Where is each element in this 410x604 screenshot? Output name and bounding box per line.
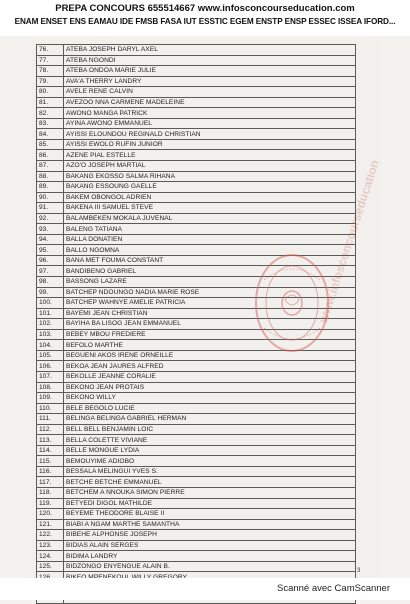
row-number: 123. (37, 540, 64, 551)
row-number: 83. (37, 118, 64, 129)
table-row (37, 466, 356, 477)
candidate-name: AYISSI ELOUNDOU REGINALD CHRISTIAN (64, 129, 356, 140)
candidate-name: BEKONO WILLY (64, 393, 356, 404)
candidate-name: BIDIMA LANDRY (64, 551, 356, 562)
row-number: 103. (37, 329, 64, 340)
table-row (37, 424, 356, 435)
table-row (37, 414, 356, 425)
candidate-name: BELLE MONGUE LYDIA (64, 445, 356, 456)
table-row (37, 435, 356, 446)
table-row (37, 45, 356, 56)
candidate-name: BAYIHA BA LISOG JEAN EMMANUEL (64, 319, 356, 330)
candidate-name: BALENG TATIANA (64, 224, 356, 235)
row-number: 117. (37, 477, 64, 488)
candidate-name: BAKENA III SAMUEL STEVE (64, 203, 356, 214)
table-row (37, 66, 356, 77)
candidate-name: BAKANG ESSOUNG GAELLE (64, 182, 356, 193)
table-row (37, 487, 356, 498)
table-row (37, 456, 356, 467)
row-number: 109. (37, 393, 64, 404)
candidate-name: BEBEY MBOU FREDIERE (64, 329, 356, 340)
row-number: 76. (37, 45, 64, 56)
table-row (37, 498, 356, 509)
row-number: 77. (37, 55, 64, 66)
footer-bar (0, 578, 410, 600)
candidate-name: BETYEDI DIGOL MATHILDE (64, 498, 356, 509)
table-row (37, 509, 356, 520)
row-number: 86. (37, 150, 64, 161)
row-number: 87. (37, 161, 64, 172)
table-row (37, 161, 356, 172)
candidate-name: AYISSI EWOLO RUFIN JUNIOR (64, 139, 356, 150)
table-row (37, 361, 356, 372)
table-row (37, 329, 356, 340)
candidate-name: ATEBA JOSEPH DARYL AXEL (64, 45, 356, 56)
candidate-name: BALLA DONATIEN (64, 234, 356, 245)
candidate-name: BETCHEM A NNOUKA SIMON PIERRE (64, 487, 356, 498)
row-number: 112. (37, 424, 64, 435)
table-row (37, 561, 356, 572)
candidate-name: BAKANG EKOSSO SALMA RIHANA (64, 171, 356, 182)
row-number: 93. (37, 224, 64, 235)
table-row (37, 519, 356, 530)
candidate-name: AYINA AWONO EMMANUEL (64, 118, 356, 129)
row-number: 124. (37, 551, 64, 562)
candidate-name: AZENE PIAL ESTELLE (64, 150, 356, 161)
row-number: 106. (37, 361, 64, 372)
table-row (37, 319, 356, 330)
candidate-name: BEFOLO MARTHE (64, 340, 356, 351)
table-row (37, 182, 356, 193)
table-row (37, 371, 356, 382)
table-row (37, 87, 356, 98)
candidate-name: BATCHEP NDOUNGO NADIA MARIE ROSE (64, 287, 356, 298)
row-number: 111. (37, 414, 64, 425)
page-number: 3 (357, 568, 361, 574)
table-row (37, 108, 356, 119)
row-number: 88. (37, 171, 64, 182)
table-row (37, 245, 356, 256)
row-number: 90. (37, 192, 64, 203)
row-number: 95. (37, 245, 64, 256)
row-number: 92. (37, 213, 64, 224)
row-number: 79. (37, 76, 64, 87)
row-number: 81. (37, 97, 64, 108)
candidate-name: AVEZOO NNA CARMENE MADELEINE (64, 97, 356, 108)
row-number: 89. (37, 182, 64, 193)
row-number: 96. (37, 255, 64, 266)
row-number: 125. (37, 561, 64, 572)
candidate-name: BEKOA JEAN JAURES ALFRED (64, 361, 356, 372)
row-number: 97. (37, 266, 64, 277)
candidate-name: BANDIBENO GABRIEL (64, 266, 356, 277)
row-number: 118. (37, 487, 64, 498)
table-row (37, 540, 356, 551)
row-number: 100. (37, 298, 64, 309)
candidate-name: BALLO NGOMNA (64, 245, 356, 256)
header-line-2: ENAM ENSET ENS EAMAU IDE FMSB FASA IUT ESSTIC EGEM ENSTP ENSP ESSEC ISSEA IFORD... (14, 17, 396, 26)
candidate-name: BEMOUYIME ADIOBO (64, 456, 356, 467)
table-row (37, 192, 356, 203)
table-row (37, 224, 356, 235)
candidate-name: AZO'O JOSEPH MARTIAL (64, 161, 356, 172)
candidate-name: ATEBA ONDOA MARIE JULIE (64, 66, 356, 77)
table-row (37, 266, 356, 277)
row-number: 105. (37, 350, 64, 361)
row-number: 114. (37, 445, 64, 456)
row-number: 119. (37, 498, 64, 509)
row-number: 84. (37, 129, 64, 140)
row-number: 94. (37, 234, 64, 245)
table-row (37, 171, 356, 182)
table-row (37, 76, 356, 87)
candidate-name: AVELE RENE CALVIN (64, 87, 356, 98)
candidate-name: AWONO MANGA PATRICK (64, 108, 356, 119)
table-row (37, 298, 356, 309)
candidate-name: BELINGA BELINGA GABRIEL HERMAN (64, 414, 356, 425)
row-number: 115. (37, 456, 64, 467)
table-row (37, 393, 356, 404)
header-banner (0, 0, 410, 36)
candidate-name: BAYEMI JEAN CHRISTIAN (64, 308, 356, 319)
table-row (37, 530, 356, 541)
row-number: 110. (37, 403, 64, 414)
table-row (37, 55, 356, 66)
row-number: 116. (37, 466, 64, 477)
table-row (37, 129, 356, 140)
table-row (37, 255, 356, 266)
row-number: 78. (37, 66, 64, 77)
row-number: 108. (37, 382, 64, 393)
row-number: 85. (37, 139, 64, 150)
row-number: 113. (37, 435, 64, 446)
table-row (37, 340, 356, 351)
table-row (37, 287, 356, 298)
candidate-name: BELLA COLETTE VIVIANE (64, 435, 356, 446)
candidate-name: BELE BEGOLO LUCIE (64, 403, 356, 414)
table-row (37, 350, 356, 361)
camscanner-label: Scanné avec CamScanner (276, 583, 390, 594)
candidate-name: BIBEHE ALPHONSE JOSEPH (64, 530, 356, 541)
candidate-name: ATEBA NGONDI (64, 55, 356, 66)
candidate-name: BEKONO JEAN PROTAIS (64, 382, 356, 393)
candidate-name: BIDIAS ALAIN SERGES (64, 540, 356, 551)
table-row (37, 234, 356, 245)
row-number: 121. (37, 519, 64, 530)
candidate-name: BESSALA MELINGUI YVES S. (64, 466, 356, 477)
row-number: 99. (37, 287, 64, 298)
table-row (37, 150, 356, 161)
candidate-name: BETCHE BETCHE EMMANUEL (64, 477, 356, 488)
candidate-name: BEGUENI AKOS IRENE ORNEILLE (64, 350, 356, 361)
row-number: 91. (37, 203, 64, 214)
row-number: 82. (37, 108, 64, 119)
candidate-name: BALAMBEKEN MOKALA JUVENAL (64, 213, 356, 224)
row-number: 120. (37, 509, 64, 520)
candidate-name: BEYEME THEODORE BLAISE II (64, 509, 356, 520)
table-row (37, 97, 356, 108)
candidate-name: BEKOLLE JEANNE CORALIE (64, 371, 356, 382)
candidate-name: BIABI A NGAM MARTHE SAMANTHA (64, 519, 356, 530)
table-row (37, 213, 356, 224)
table-row (37, 477, 356, 488)
candidate-name: BATCHEP WAHNYE AMELIE PATRICIA (64, 298, 356, 309)
candidate-name: BELL BELL BENJAMIN LOIC (64, 424, 356, 435)
row-number: 80. (37, 87, 64, 98)
row-number: 104. (37, 340, 64, 351)
table-row (37, 277, 356, 288)
table-row (37, 203, 356, 214)
row-number: 122. (37, 530, 64, 541)
table-row (37, 551, 356, 562)
candidate-name: BASSONG LAZARE (64, 277, 356, 288)
candidate-name: BANA MET FOUMA CONSTANT (64, 255, 356, 266)
row-number: 102. (37, 319, 64, 330)
table-row (37, 308, 356, 319)
table-row (37, 445, 356, 456)
candidate-name: BAKEM OBONGOL ADRIEN (64, 192, 356, 203)
table-row (37, 403, 356, 414)
table-row (37, 382, 356, 393)
candidate-name: BIDZONGO ENYENGUE ALAIN B. (64, 561, 356, 572)
table-row (37, 118, 356, 129)
row-number: 101. (37, 308, 64, 319)
table-row (37, 139, 356, 150)
candidate-table (36, 44, 356, 604)
header-line-1: PREPA CONCOURS 655514667 www.infosconcourseducation.com (55, 3, 355, 14)
candidate-name: AVA'A THERRY LANDRY (64, 76, 356, 87)
watermark-text: www.infosconcourseducation (316, 158, 382, 325)
row-number: 98. (37, 277, 64, 288)
row-number: 107. (37, 371, 64, 382)
